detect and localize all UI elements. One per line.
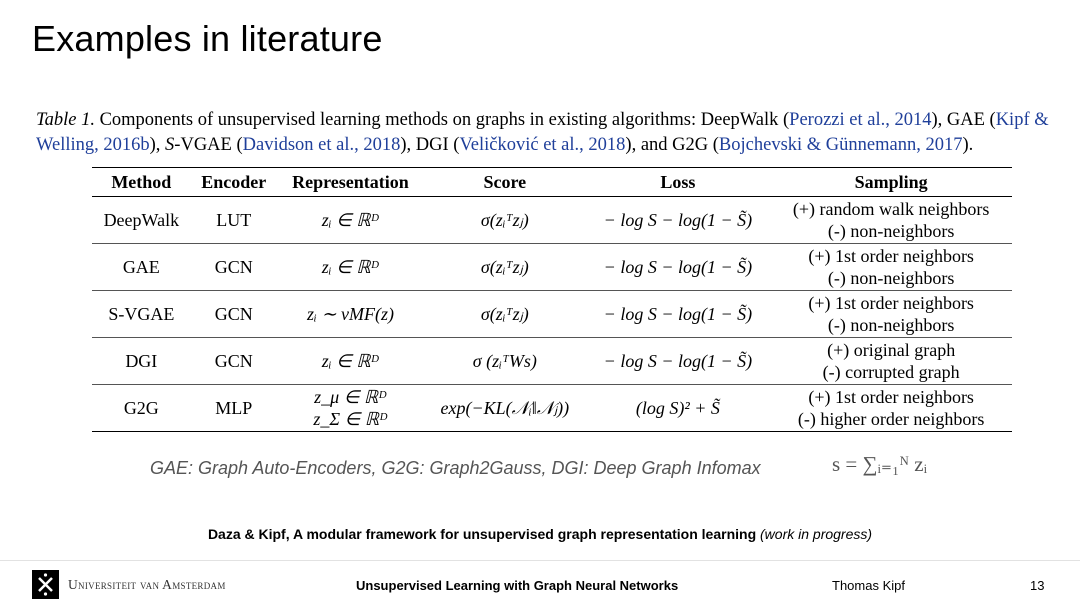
loss-cell: − log S − log(1 − S̃) (603, 351, 753, 371)
header-representation: Representation (292, 171, 409, 192)
caption-label: Table 1. (36, 110, 95, 130)
sampling-cell (770, 385, 1012, 432)
caption-text: ), (149, 135, 166, 155)
citation-velickovic[interactable]: Veličković et al., 2018 (459, 135, 626, 155)
header-sampling: Sampling (854, 171, 928, 192)
representation-line: z_μ ∈ ℝᴰ (314, 387, 387, 407)
citation-davidson[interactable]: Davidson et al., 2018 (242, 135, 401, 155)
sampling-negative: (-) corrupted graph (822, 362, 960, 382)
loss-cell: − log S − log(1 − S̃) (603, 210, 753, 230)
header-encoder: Encoder (201, 171, 267, 192)
citation-bojchevski[interactable]: Bojchevski & Günnemann, 2017 (718, 135, 963, 155)
caption-text: -VGAE ( (174, 135, 243, 155)
sampling-cell (770, 244, 1012, 291)
method-cell: DGI (125, 351, 158, 371)
table-caption (36, 108, 1066, 158)
header-score: Score (483, 171, 527, 192)
caption-text: ), DGI ( (400, 135, 460, 155)
sampling-negative: (-) higher order neighbors (797, 409, 985, 429)
representation-cell: zᵢ ∈ ℝᴰ (321, 257, 380, 277)
table-row (92, 385, 1012, 432)
reference-main: Daza & Kipf, A modular framework for unsupervised graph representation learning (207, 526, 757, 542)
sampling-cell (770, 338, 1012, 385)
citation-kipf-welling[interactable]: Kipf & Welling, 2016b (36, 110, 1049, 155)
representation-cell: zᵢ ∼ vMF(z) (307, 304, 394, 324)
reference-line (0, 526, 1080, 542)
score-cell: σ (zᵢᵀWs) (472, 351, 537, 371)
table-row (92, 244, 1012, 291)
table-row (92, 291, 1012, 338)
page-number: 13 (1030, 578, 1045, 593)
citation-perozzi[interactable]: Perozzi et al., 2014 (789, 110, 932, 130)
university-name: Universiteit van Amsterdam (68, 577, 226, 592)
sampling-positive: (+) 1st order neighbors (808, 387, 974, 407)
sampling-negative: (-) non-neighbors (827, 268, 955, 288)
loss-cell: − log S − log(1 − S̃) (603, 304, 753, 324)
sampling-positive: (+) 1st order neighbors (808, 293, 974, 313)
method-cell: DeepWalk (103, 210, 180, 230)
sampling-cell (770, 197, 1012, 244)
score-cell: exp(−KL(𝒩ᵢ‖𝒩ⱼ)) (440, 398, 570, 418)
encoder-cell: MLP (215, 398, 253, 418)
caption-text: ), and G2G ( (625, 135, 719, 155)
footer-author: Thomas Kipf (832, 578, 905, 593)
sampling-positive: (+) 1st order neighbors (808, 246, 974, 266)
loss-cell: − log S − log(1 − S̃) (603, 257, 753, 277)
header-loss: Loss (660, 171, 696, 192)
representation-cell: zᵢ ∈ ℝᴰ (321, 210, 380, 230)
representation-cell (277, 385, 424, 432)
representation-cell: zᵢ ∈ ℝᴰ (321, 351, 380, 371)
sampling-positive: (+) original graph (827, 340, 956, 360)
slide-title: Examples in literature (32, 18, 383, 59)
score-cell: σ(zᵢᵀzⱼ) (480, 257, 529, 277)
sampling-positive: (+) random walk neighbors (792, 199, 990, 219)
footer-divider (0, 560, 1080, 561)
method-cell: GAE (122, 257, 160, 277)
readout-formula: s = ∑ᵢ₌₁ᴺ zᵢ (832, 452, 928, 476)
sampling-negative: (-) non-neighbors (827, 315, 955, 335)
caption-s-symbol: S (165, 135, 175, 155)
sampling-negative: (-) non-neighbors (827, 221, 955, 241)
reference-note: (work in progress) (760, 526, 873, 542)
score-cell: σ(zᵢᵀzⱼ) (480, 210, 529, 230)
table-header-row (92, 168, 1012, 197)
table-row (92, 338, 1012, 385)
university-logo-icon (32, 570, 59, 599)
representation-line: z_Σ ∈ ℝᴰ (313, 409, 388, 429)
loss-cell: (log S)² + S̃ (635, 398, 720, 418)
encoder-cell: GCN (214, 351, 253, 371)
caption-text: ). (962, 135, 974, 155)
caption-text: ), GAE ( (931, 110, 996, 130)
table-row (92, 197, 1012, 244)
caption-text: Components of unsupervised learning methods on graphs in existing algorithms: DeepWalk ( (94, 110, 790, 130)
method-cell: G2G (123, 398, 159, 418)
encoder-cell: LUT (216, 210, 252, 230)
method-cell: S-VGAE (108, 304, 175, 324)
encoder-cell: GCN (214, 257, 253, 277)
sampling-cell (770, 291, 1012, 338)
score-cell: σ(zᵢᵀzⱼ) (480, 304, 529, 324)
abbreviations-note: GAE: Graph Auto-Encoders, G2G: Graph2Gauss, DGI: Deep Graph Infomax (150, 458, 761, 478)
components-table (92, 167, 1012, 432)
header-method: Method (111, 171, 172, 192)
footer-talk-title: Unsupervised Learning with Graph Neural Networks (356, 578, 679, 593)
encoder-cell: GCN (214, 304, 253, 324)
